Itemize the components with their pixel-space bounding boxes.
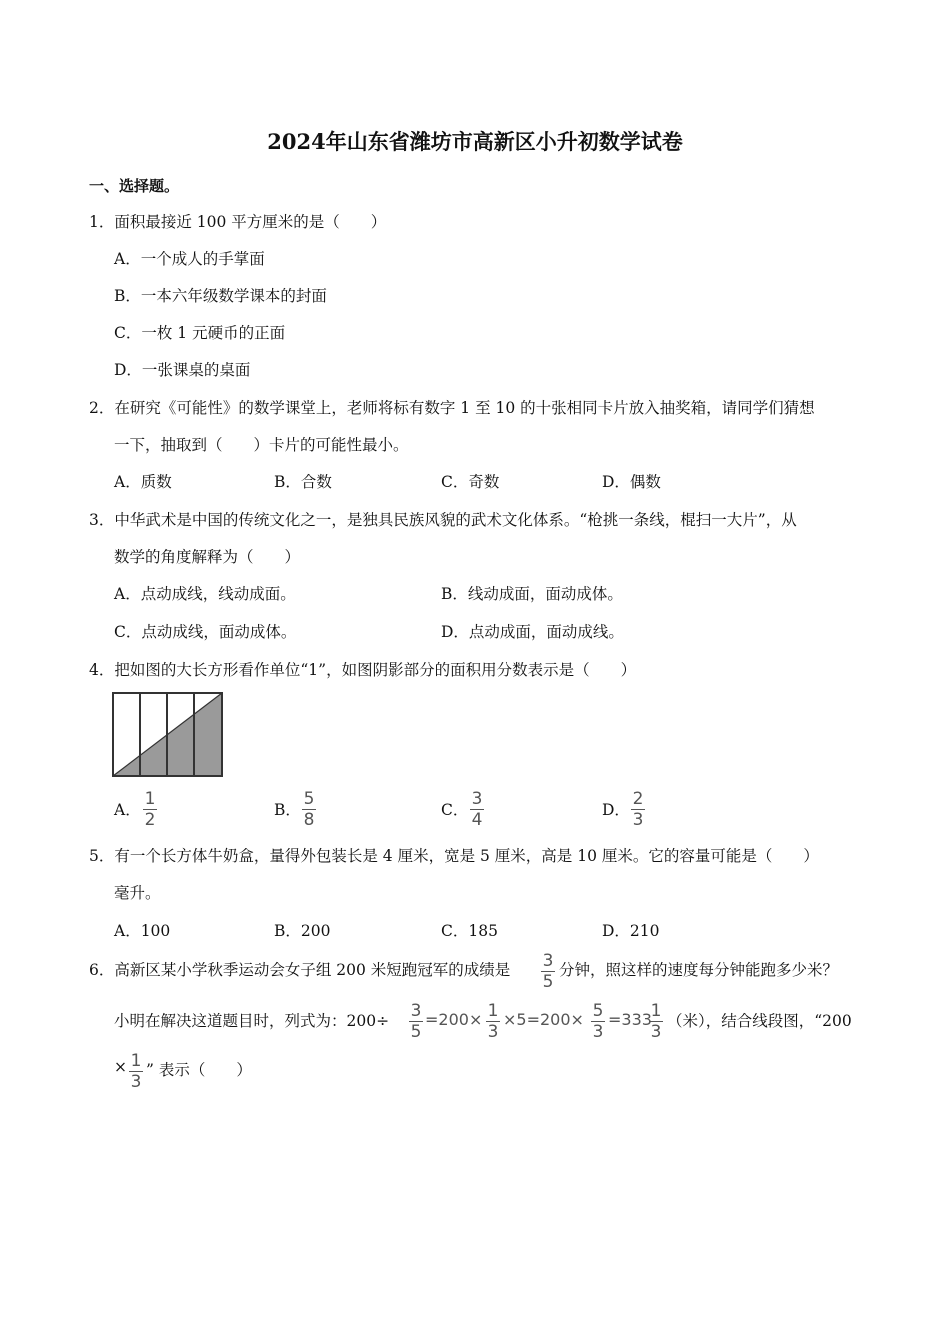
fraction-denominator: 2 (144, 810, 156, 830)
fraction-numerator: 3 (471, 789, 483, 809)
q6-fraction-2 (486, 1002, 500, 1041)
q6-fraction-5 (129, 1052, 143, 1091)
q3-option-b: B．线动成面，面动成体。 (441, 585, 623, 603)
fraction-denominator: 8 (303, 810, 315, 830)
q5-option-c: C．185 (441, 922, 498, 940)
section-heading: 一、选择题。 (89, 177, 180, 195)
q4-option-c-label: C． (441, 801, 469, 819)
fraction-numerator: 5 (592, 1001, 604, 1021)
question-2-stem-line2: 一下，抽取到（ ）卡片的可能性最小。 (114, 436, 409, 454)
q2-option-a: A．质数 (114, 473, 172, 491)
question-6-line1-start: 6．高新区某小学秋季运动会女子组 200 米短跑冠军的成绩是 (89, 961, 511, 979)
question-5-stem-line2: 毫升。 (114, 884, 161, 902)
fraction-denominator: 3 (632, 810, 644, 830)
question-6-line3-end: ” 表示（ ） (146, 1061, 252, 1079)
fraction-numerator: 2 (632, 789, 644, 809)
fraction-numerator: 1 (487, 1001, 499, 1021)
fraction-numerator: 1 (144, 789, 156, 809)
question-1-stem: 1．面积最接近 100 平方厘米的是（ ） (89, 213, 387, 231)
q4-option-d-label: D． (602, 801, 630, 819)
question-6-line2-start: 小明在解决这道题目时，列式为：200÷ (114, 1012, 390, 1030)
fraction-denominator: 3 (650, 1022, 662, 1042)
fraction-denominator: 3 (130, 1072, 142, 1092)
q4-option-a-fraction (143, 790, 157, 829)
fraction-numerator: 1 (650, 1001, 662, 1021)
q6-formula-part-3: =333 (608, 1010, 652, 1029)
q2-option-c: C．奇数 (441, 473, 500, 491)
fraction-denominator: 5 (542, 972, 554, 992)
q4-option-d-fraction (631, 790, 645, 829)
q6-fraction-1 (409, 1002, 423, 1041)
q4-option-c-fraction (470, 790, 484, 829)
q1-option-c: C．一枚 1 元硬币的正面 (114, 324, 286, 342)
rectangle-figure (112, 692, 224, 778)
question-6-line1-end: 分钟，照这样的速度每分钟能跑多少米？ (559, 961, 839, 979)
page-title: 2024年山东省潍坊市高新区小升初数学试卷 (267, 129, 683, 154)
q5-option-a: A．100 (114, 922, 171, 940)
q6-formula-part-1: =200× (425, 1010, 483, 1029)
q5-option-d: D．210 (602, 922, 660, 940)
q2-option-b: B．合数 (274, 473, 332, 491)
q1-option-b: B．一本六年级数学课本的封面 (114, 287, 327, 305)
q6-fraction-time (541, 952, 555, 991)
q3-option-c: C．点动成线，面动成体。 (114, 623, 297, 641)
fraction-denominator: 4 (471, 810, 483, 830)
q6-formula-part-2: ×5=200× (503, 1010, 584, 1029)
question-3-stem-line2: 数学的角度解释为（ ） (114, 548, 301, 566)
q2-option-d: D．偶数 (602, 473, 661, 491)
fraction-denominator: 5 (410, 1022, 422, 1042)
fraction-denominator: 3 (487, 1022, 499, 1042)
fraction-numerator: 1 (130, 1051, 142, 1071)
q4-option-b-fraction (302, 790, 316, 829)
q5-option-b: B．200 (274, 922, 331, 940)
q1-option-a: A．一个成人的手掌面 (114, 250, 265, 268)
fraction-numerator: 5 (303, 789, 315, 809)
fraction-denominator: 3 (592, 1022, 604, 1042)
q6-fraction-3 (591, 1002, 605, 1041)
question-2-stem-line1: 2．在研究《可能性》的数学课堂上，老师将标有数字 1 至 10 的十张相同卡片放入抽奖箱，请同学们猜想 (89, 399, 815, 417)
q3-option-a: A．点动成线，线动成面。 (114, 585, 296, 603)
q4-option-b-label: B． (274, 801, 301, 819)
q3-option-d: D．点动成面，面动成线。 (441, 623, 624, 641)
question-6-line2-end: （米），结合线段图，“200 (667, 1012, 852, 1030)
question-4-stem: 4．把如图的大长方形看作单位“1”，如图阴影部分的面积用分数表示是（ ） (89, 661, 637, 679)
q1-option-d: D．一张课桌的桌面 (114, 361, 251, 379)
q6-fraction-4 (649, 1002, 663, 1041)
q4-option-a-label: A． (114, 801, 141, 819)
question-3-stem-line1: 3．中华武术是中国的传统文化之一，是独具民族风貌的武术文化体系。“枪挑一条线，棍扫一大片”，从 (89, 511, 797, 529)
question-6-line3-times: × (114, 1058, 127, 1076)
question-5-stem-line1: 5．有一个长方体牛奶盒，量得外包装长是 4 厘米，宽是 5 厘米，高是 10 厘米。它的容量可能是（ ） (89, 847, 819, 865)
fraction-numerator: 3 (542, 951, 554, 971)
fraction-numerator: 3 (410, 1001, 422, 1021)
